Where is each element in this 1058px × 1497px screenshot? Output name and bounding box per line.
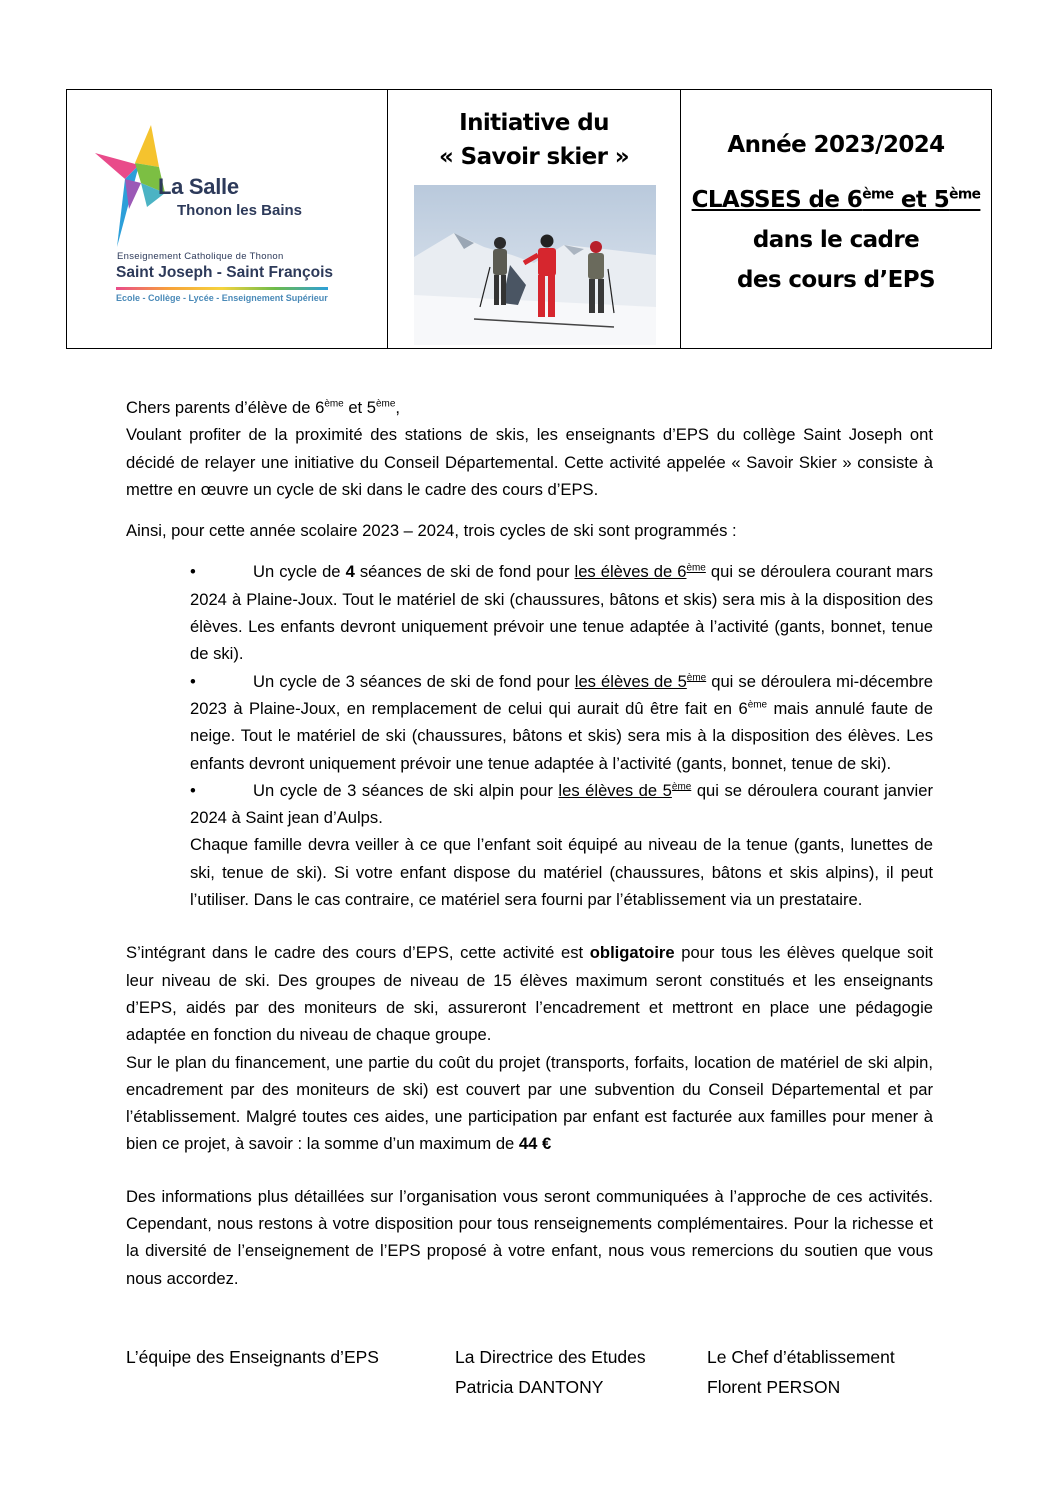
la-salle-star-logo-icon: [95, 123, 165, 253]
initiative-line-1: Initiative du: [459, 110, 609, 136]
initiative-title: [388, 106, 680, 174]
list-item: • Un cycle de 4 séances de ski de fond pour les élèves de 6ème qui se déroulera courant mars 2024 à Plaine-Joux. Tout le matériel de ski (chaussures, bâtons et skis) sera mis à la disposition des élèves. Les enfants devront uniquement prévoir une tenue adaptée à l’activité (gants, bonnet, tenue de ski).: [190, 558, 933, 667]
logo-school-name: Saint Joseph - Saint François: [116, 264, 334, 281]
financement-paragraph: Sur le plan du financement, une partie du coût du projet (transports, forfaits, location de matériel de ski alpin, encadrement par des moniteurs de ski) est couvert par une subvention du Conseil Départemental et par l’établissement. Malgré toutes ces aides, une participation par enfant est facturée aux familles pour mener à bien ce projet, à savoir : la somme d’un maximum de 44 €: [126, 1052, 933, 1154]
classes-title: [681, 180, 991, 300]
bullet-icon: •: [190, 780, 196, 800]
logo-name: La Salle: [158, 174, 239, 199]
year-cell: [681, 90, 991, 348]
logo-color-bar: [116, 287, 328, 290]
bullet-icon: •: [190, 562, 196, 582]
initiative-cell: [388, 90, 681, 348]
equipment-paragraph: Chaque famille devra veiller à ce que l’enfant soit équipé au niveau de la tenue (gants, lunettes de ski, tenue de ski). Si votre enfant dispose du matériel (chaussures, bâtons et skis alpins), il peut l’utiliser. Dans le cas contraire, ce matériel sera fourni par l’établissement via un prestataire.: [190, 835, 933, 910]
signature-directrice: La Directrice des Etudes Patricia DANTONY: [455, 1347, 646, 1397]
header-table: [66, 89, 992, 349]
classes-line-3: des cours d’EPS: [737, 267, 935, 293]
logo-city: Thonon les Bains: [177, 202, 303, 219]
classes-line-2: dans le cadre: [752, 227, 920, 253]
list-item: • Un cycle de 3 séances de ski alpin pour les élèves de 5ème qui se déroulera courant janvier 2024 à Saint jean d’Aulps.: [190, 777, 933, 832]
initiative-line-2: « Savoir skier »: [438, 144, 630, 170]
logo-cell: [67, 90, 388, 348]
list-item: • Un cycle de 3 séances de ski de fond pour les élèves de 5ème qui se déroulera mi-décembre 2023 à Plaine-Joux, en remplacement de celui qui aurait dû être fait en 6ème mais annulé faute de neige. Tout le matériel de ski (chaussures, bâtons et skis) sera mis à la disposition des élèves. Les enfants devront uniquement prévoir une tenue adaptée à l’activité (gants, bonnet, tenue de ski).: [190, 668, 933, 777]
obligatoire-paragraph: S’intégrant dans le cadre des cours d’EPS, cette activité est obligatoire pour tous les élèves quelque soit leur niveau de ski. Des groupes de niveau de 15 élèves maximum seront constitués et les enseignants d’EPS, aidés par des moniteurs de ski, assureront l’encadrement et mettront en place une pédagogie adaptée en fonction du niveau de chaque groupe.: [126, 943, 933, 1045]
signature-chef: Le Chef d’établissement Florent PERSON: [707, 1347, 895, 1397]
letter-body: [126, 394, 933, 1292]
ski-cycles-list: [190, 558, 933, 913]
skiers-photo: [414, 185, 656, 345]
signature-team: L’équipe des Enseignants d’EPS: [126, 1347, 379, 1367]
informations-paragraph: Des informations plus détaillées sur l’organisation vous seront communiquées à l’approche de ces activités. Cependant, nous restons à votre disposition pour tous renseignements complémentaires. Pour la richesse et la diversité de l’enseignement de l’EPS proposé à votre enfant, nous vous remercions du soutien que vous nous accordez.: [126, 1186, 933, 1288]
logo-enseignement: Enseignement Catholique de Thonon: [117, 251, 284, 262]
classes-line-1: CLASSES de 6ème et 5ème: [691, 186, 981, 213]
school-year: Année 2023/2024: [727, 132, 945, 158]
bullet-icon: •: [190, 671, 196, 691]
ainsi-paragraph: Ainsi, pour cette année scolaire 2023 – 2024, trois cycles de ski sont programmés :: [126, 521, 737, 541]
greeting: Chers parents d’élève de 6ème et 5ème,: [126, 398, 400, 417]
intro-paragraph: Voulant profiter de la proximité des stations de skis, les enseignants d’EPS du collège Saint Joseph ont décidé de relayer une initiative du Conseil Départemental. Cette activité appelée « Savoir Skier » consiste à mettre en œuvre un cycle de ski dans le cadre des cours d’EPS.: [126, 425, 933, 499]
logo-levels: Ecole - Collège - Lycée - Enseignement Supérieur: [116, 293, 328, 303]
